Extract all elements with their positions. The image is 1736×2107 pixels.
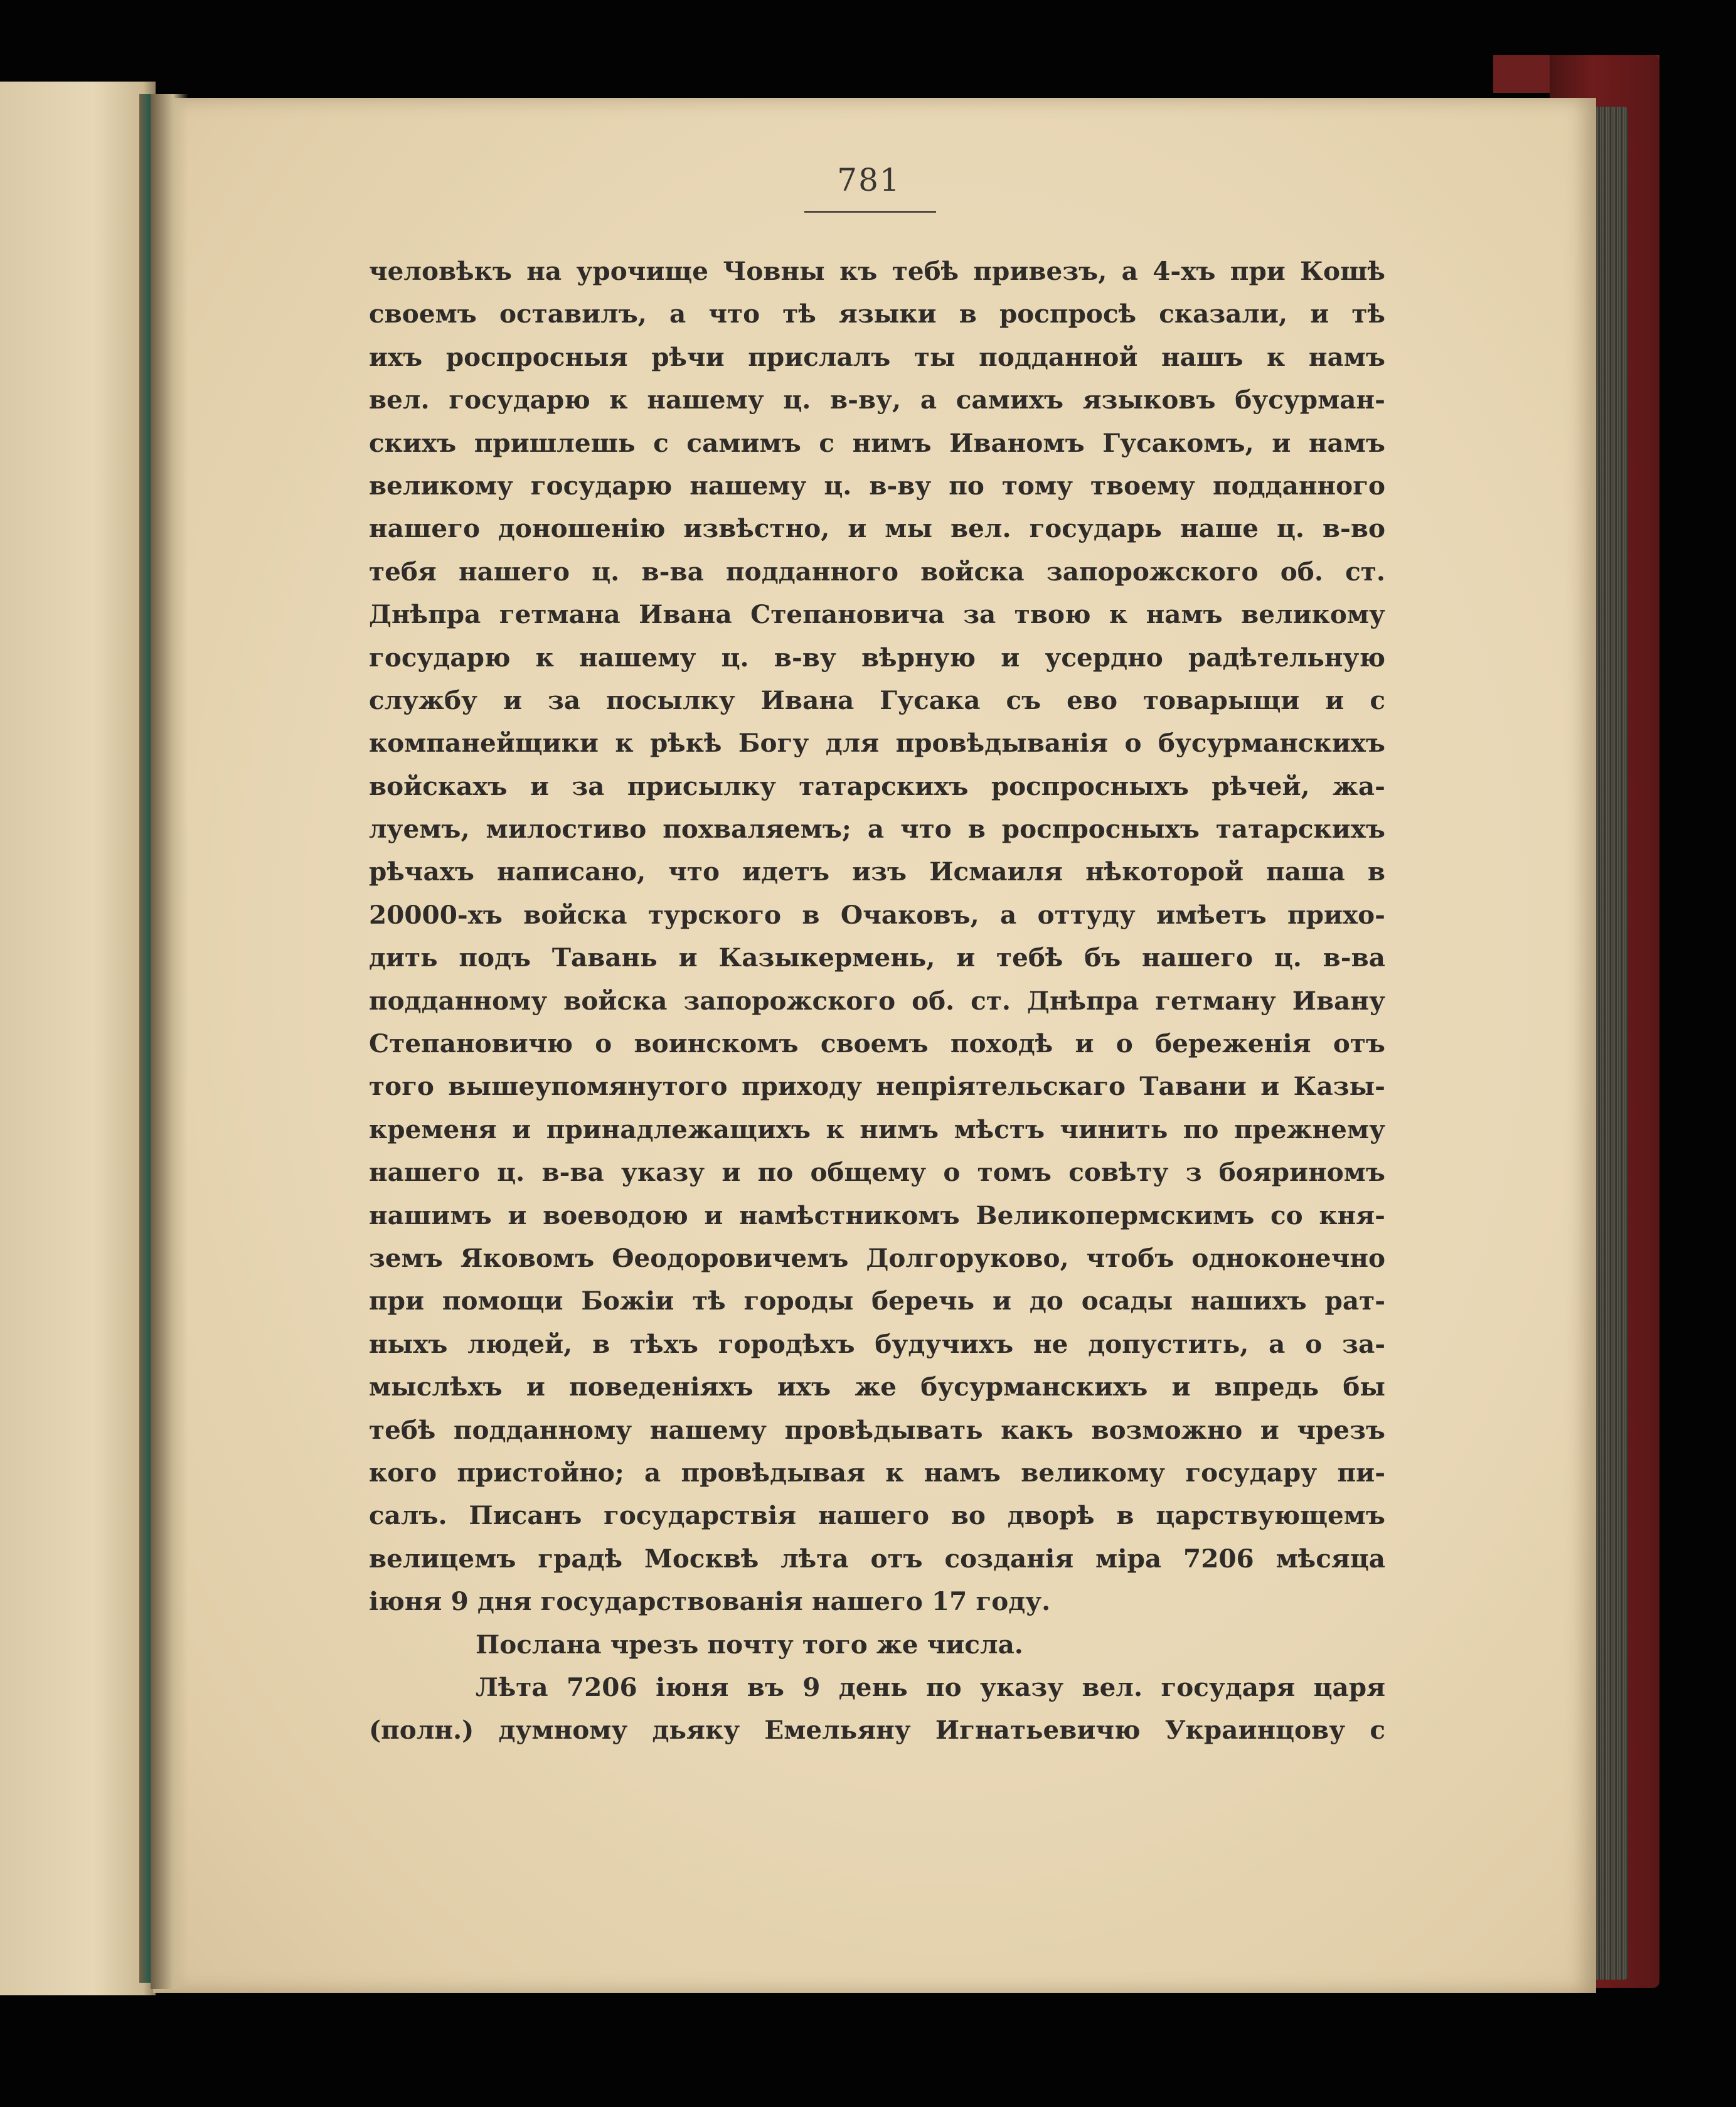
text-line: 20000-хъ войска турского в Очаковъ, а оттуду имѣетъ прихо- xyxy=(369,899,1385,930)
text-line: дить подъ Тавань и Казыкермень, и тебѣ бъ нашего ц. в-ва xyxy=(369,942,1385,973)
left-page xyxy=(0,82,156,1995)
text-line: нашего доношенію извѣстно, и мы вел. государь наше ц. в-во xyxy=(369,513,1385,544)
text-line: Днѣпра гетмана Ивана Степановича за твою к намъ великому xyxy=(369,599,1385,630)
text-line: подданному войска запорожского об. ст. Днѣпра гетману Ивану xyxy=(369,985,1385,1016)
text-line: рѣчахъ написано, что идетъ изъ Исмаиля нѣкоторой паша в xyxy=(369,856,1385,887)
text-line: своемъ оставилъ, а что тѣ языки в роспросѣ сказали, и тѣ xyxy=(369,299,1385,329)
page-number-rule xyxy=(804,211,936,213)
text-line: вел. государю к нашему ц. в-ву, а самихъ языковъ бусурман- xyxy=(369,385,1385,415)
text-line: тебѣ подданному нашему провѣдывать какъ возможно и чрезъ xyxy=(369,1414,1385,1445)
text-line: Степановичю о воинскомъ своемъ походѣ и о береженія отъ xyxy=(369,1028,1385,1059)
text-line: войскахъ и за присылку татарскихъ роспросныхъ рѣчей, жа- xyxy=(369,771,1385,801)
text-line: (полн.) думному дьяку Емельяну Игнатьевичю Украинцову с xyxy=(369,1715,1385,1746)
text-line: іюня 9 дня государствованія нашего 17 году. xyxy=(369,1586,1051,1617)
text-line: нашимъ и воеводою и намѣстникомъ Великопермскимъ со кня- xyxy=(369,1200,1385,1230)
text-line: государю к нашему ц. в-ву вѣрную и усердно радѣтельную xyxy=(369,642,1385,673)
text-line: человѣкъ на урочище Човны къ тебѣ привезъ, а 4-хъ при Кошѣ xyxy=(369,256,1385,286)
text-line: земъ Яковомъ Ѳеодоровичемъ Долгоруково, чтобъ одноконечно xyxy=(369,1242,1385,1273)
text-line: нашего ц. в-ва указу и по общему о томъ совѣту з бояриномъ xyxy=(369,1157,1385,1188)
text-line: велицемъ градѣ Москвѣ лѣта отъ созданія міра 7206 мѣсяца xyxy=(369,1543,1385,1574)
text-line: Лѣта 7206 іюня въ 9 день по указу вел. государя царя xyxy=(476,1672,1385,1702)
text-line: при помощи Божіи тѣ городы беречь и до осады нашихъ рат- xyxy=(369,1286,1385,1316)
text-line: того вышеупомянутого приходу непріятельскаго Тавани и Казы- xyxy=(369,1071,1385,1102)
text-line: ныхъ людей, в тѣхъ городѣхъ будучихъ не допустить, а о за- xyxy=(369,1328,1385,1359)
text-line: скихъ пришлешь с самимъ с нимъ Иваномъ Гусакомъ, и намъ xyxy=(369,427,1385,458)
page-text xyxy=(369,250,1385,1752)
text-line: мыслѣхъ и поведеніяхъ ихъ же бусурманскихъ и впредь бы xyxy=(369,1372,1385,1402)
text-line: великому государю нашему ц. в-ву по тому твоему подданного xyxy=(369,470,1385,501)
text-line: кременя и принадлежащихъ к нимъ мѣстъ чинить по прежнему xyxy=(369,1114,1385,1144)
text-line: кого пристойно; а провѣдывая к намъ великому государу пи- xyxy=(369,1457,1385,1488)
gutter-shadow xyxy=(151,94,188,1989)
text-line: компанейщики к рѣкѣ Богу для провѣдыванія о бусурманскихъ xyxy=(369,728,1385,759)
text-line: ихъ роспросныя рѣчи прислалъ ты подданной нашъ к намъ xyxy=(369,341,1385,372)
text-line: службу и за посылку Ивана Гусака съ ево товарыщи и с xyxy=(369,685,1385,715)
text-line: Послана чрезъ почту того же числа. xyxy=(476,1629,1023,1660)
text-line: луемъ, милостиво похваляемъ; а что в роспросныхъ татарскихъ xyxy=(369,814,1385,845)
text-line: тебя нашего ц. в-ва подданного войска запорожского об. ст. xyxy=(369,556,1385,587)
page-number: 781 xyxy=(837,162,901,198)
text-line: салъ. Писанъ государствія нашего во дворѣ в царствующемъ xyxy=(369,1500,1385,1531)
